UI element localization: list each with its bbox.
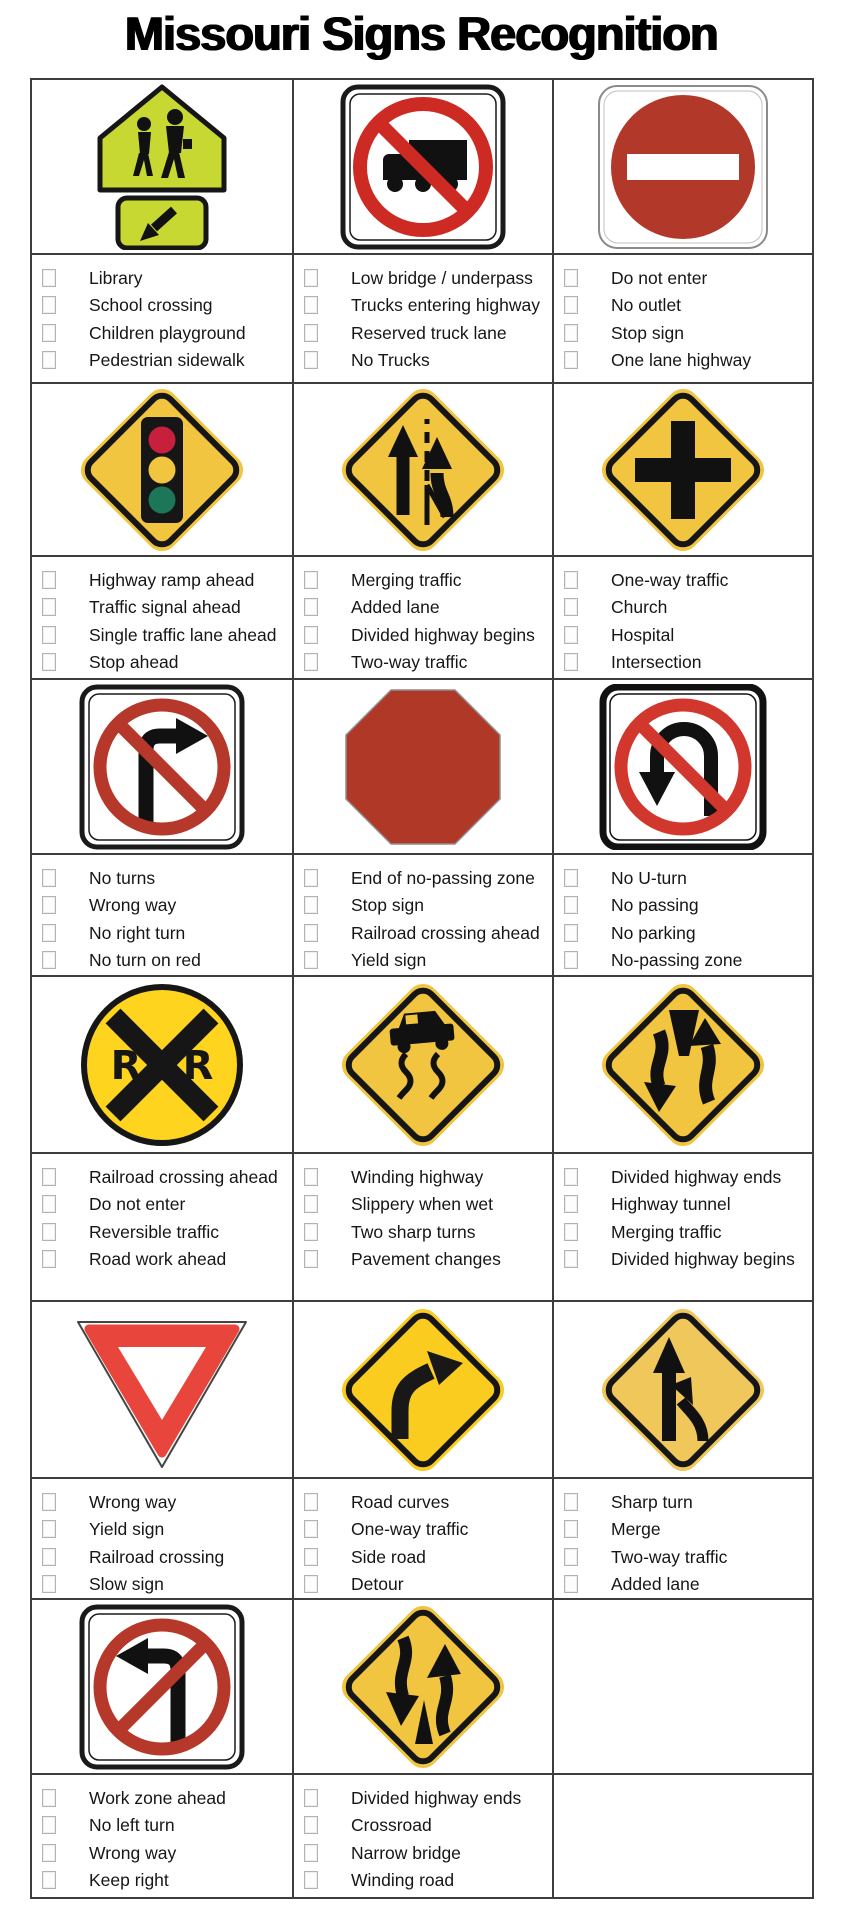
option-label: Crossroad bbox=[351, 1815, 432, 1836]
option-row bbox=[554, 892, 812, 920]
option-row bbox=[554, 1488, 812, 1516]
curve-right-sign bbox=[303, 1307, 543, 1473]
option-checkbox[interactable] bbox=[304, 296, 318, 314]
options-cell-r5c1 bbox=[32, 1479, 294, 1600]
option-row bbox=[32, 1784, 292, 1812]
sign-cell-r3c1 bbox=[32, 680, 294, 855]
option-checkbox[interactable] bbox=[304, 1520, 318, 1538]
option-label: One-way traffic bbox=[351, 1519, 469, 1540]
option-label: No passing bbox=[611, 895, 699, 916]
option-row bbox=[554, 1191, 812, 1219]
options-cell-r1c3 bbox=[554, 255, 812, 384]
options-cell-r3c2 bbox=[294, 855, 554, 977]
sign-cell-r2c1 bbox=[32, 384, 294, 557]
options-cell-r1c2 bbox=[294, 255, 554, 384]
no-left-turn-sign bbox=[42, 1604, 282, 1770]
options-cell-r4c2 bbox=[294, 1154, 554, 1302]
option-row bbox=[32, 1163, 292, 1191]
no-right-turn-sign bbox=[42, 684, 282, 850]
option-row bbox=[294, 1488, 552, 1516]
option-row bbox=[294, 347, 552, 375]
option-checkbox[interactable] bbox=[304, 598, 318, 616]
option-label: Merging traffic bbox=[351, 569, 462, 590]
option-row bbox=[294, 1543, 552, 1571]
option-row bbox=[32, 1191, 292, 1219]
option-row bbox=[294, 621, 552, 649]
sign-cell-r5c1 bbox=[32, 1302, 294, 1479]
option-checkbox[interactable] bbox=[42, 869, 56, 887]
option-row bbox=[32, 892, 292, 920]
sign-cell-r2c3 bbox=[554, 384, 812, 557]
option-checkbox[interactable] bbox=[304, 869, 318, 887]
divided-highway-sign bbox=[563, 982, 803, 1148]
option-checkbox[interactable] bbox=[42, 1493, 56, 1511]
option-row bbox=[554, 264, 812, 292]
option-row bbox=[32, 1867, 292, 1895]
sign-cell-r5c3 bbox=[554, 1302, 812, 1479]
option-row bbox=[554, 1571, 812, 1599]
option-label: Church bbox=[611, 597, 668, 618]
option-label: Highway tunnel bbox=[611, 1194, 731, 1215]
option-label: Railroad crossing bbox=[89, 1546, 225, 1567]
added-lane-sign bbox=[303, 387, 543, 553]
option-row bbox=[32, 621, 292, 649]
no-trucks-sign bbox=[303, 84, 543, 250]
option-label: Side road bbox=[351, 1546, 426, 1567]
svg-text:R: R bbox=[110, 1042, 142, 1089]
option-row bbox=[32, 1246, 292, 1274]
option-label: End of no-passing zone bbox=[351, 867, 535, 888]
option-checkbox[interactable] bbox=[42, 924, 56, 942]
option-label: School crossing bbox=[89, 295, 213, 316]
option-checkbox[interactable] bbox=[304, 626, 318, 644]
option-checkbox[interactable] bbox=[564, 1520, 578, 1538]
option-row bbox=[32, 292, 292, 320]
option-label: One-way traffic bbox=[611, 569, 729, 590]
school-crossing-sign bbox=[42, 84, 282, 250]
option-checkbox[interactable] bbox=[304, 571, 318, 589]
options-cell-r2c2 bbox=[294, 557, 554, 680]
option-label: Wrong way bbox=[89, 1491, 177, 1512]
option-row bbox=[32, 1488, 292, 1516]
option-label: Divided highway begins bbox=[611, 1249, 795, 1270]
option-label: Traffic signal ahead bbox=[89, 597, 241, 618]
option-label: No turn on red bbox=[89, 950, 201, 971]
sign-cell-r1c1 bbox=[32, 80, 294, 255]
page-title: Missouri Signs Recognition bbox=[124, 7, 718, 60]
option-checkbox[interactable] bbox=[304, 1575, 318, 1593]
option-checkbox[interactable] bbox=[42, 653, 56, 671]
option-label: Winding highway bbox=[351, 1166, 484, 1187]
option-checkbox[interactable] bbox=[564, 598, 578, 616]
option-label: Library bbox=[89, 267, 143, 288]
option-checkbox[interactable] bbox=[42, 1548, 56, 1566]
option-label: Wrong way bbox=[89, 1842, 177, 1863]
option-row bbox=[294, 947, 552, 975]
option-checkbox[interactable] bbox=[564, 924, 578, 942]
option-row bbox=[554, 292, 812, 320]
option-row bbox=[294, 319, 552, 347]
quiz-table bbox=[30, 78, 814, 1899]
option-label: Road curves bbox=[351, 1491, 450, 1512]
option-label: No parking bbox=[611, 922, 696, 943]
sign-cell-r4c1 bbox=[32, 977, 294, 1154]
option-row bbox=[294, 919, 552, 947]
option-row bbox=[554, 919, 812, 947]
option-label: Two sharp turns bbox=[351, 1221, 476, 1242]
option-label: Detour bbox=[351, 1574, 404, 1595]
option-checkbox[interactable] bbox=[42, 1575, 56, 1593]
options-cell-r5c2 bbox=[294, 1479, 554, 1600]
option-label: Divided highway ends bbox=[611, 1166, 782, 1187]
option-row bbox=[294, 1867, 552, 1895]
option-row bbox=[32, 864, 292, 892]
option-checkbox[interactable] bbox=[304, 1223, 318, 1241]
option-label: Merge bbox=[611, 1519, 661, 1540]
option-label: Pavement changes bbox=[351, 1249, 501, 1270]
do-not-enter-sign bbox=[563, 84, 803, 250]
divided-highway-ends-sign bbox=[303, 1604, 543, 1770]
slippery-when-wet-sign bbox=[303, 982, 543, 1148]
option-label: Stop ahead bbox=[89, 652, 179, 673]
option-checkbox[interactable] bbox=[42, 1844, 56, 1862]
railroad-crossing-sign bbox=[42, 982, 282, 1148]
option-label: Added lane bbox=[611, 1574, 700, 1595]
option-checkbox[interactable] bbox=[564, 951, 578, 969]
option-checkbox[interactable] bbox=[42, 598, 56, 616]
option-checkbox[interactable] bbox=[564, 896, 578, 914]
options-cell-r6c1 bbox=[32, 1775, 294, 1897]
sign-cell-r5c2 bbox=[294, 1302, 554, 1479]
option-row bbox=[32, 649, 292, 677]
options-cell-r4c3 bbox=[554, 1154, 812, 1302]
sign-cell-r3c3 bbox=[554, 680, 812, 855]
option-checkbox[interactable] bbox=[42, 1789, 56, 1807]
option-row bbox=[554, 864, 812, 892]
option-row bbox=[294, 1839, 552, 1867]
option-checkbox[interactable] bbox=[564, 351, 578, 369]
option-label: Divided highway begins bbox=[351, 624, 535, 645]
option-checkbox[interactable] bbox=[304, 951, 318, 969]
option-checkbox[interactable] bbox=[42, 571, 56, 589]
options-cell-r6c2 bbox=[294, 1775, 554, 1897]
options-cell-r1c1 bbox=[32, 255, 294, 384]
option-checkbox[interactable] bbox=[564, 653, 578, 671]
option-label: Reserved truck lane bbox=[351, 322, 507, 343]
option-label: No right turn bbox=[89, 922, 186, 943]
traffic-signal-ahead-sign bbox=[42, 387, 282, 553]
option-row bbox=[294, 1571, 552, 1599]
option-checkbox[interactable] bbox=[42, 1871, 56, 1889]
option-label: Winding road bbox=[351, 1870, 455, 1891]
sign-cell-r6c2 bbox=[294, 1600, 554, 1775]
options-cell-r5c3 bbox=[554, 1479, 812, 1600]
sign-cell-r6c1 bbox=[32, 1600, 294, 1775]
option-row bbox=[554, 319, 812, 347]
sign-cell-r6c3 bbox=[554, 1600, 812, 1775]
option-label: Sharp turn bbox=[611, 1491, 693, 1512]
option-checkbox[interactable] bbox=[564, 626, 578, 644]
option-checkbox[interactable] bbox=[304, 924, 318, 942]
option-label: Divided highway ends bbox=[351, 1787, 522, 1808]
option-checkbox[interactable] bbox=[304, 1816, 318, 1834]
option-row bbox=[554, 1516, 812, 1544]
option-checkbox[interactable] bbox=[564, 324, 578, 342]
option-row bbox=[554, 649, 812, 677]
options-cell-r6c3 bbox=[554, 1775, 812, 1897]
option-label: No U-turn bbox=[611, 867, 687, 888]
option-label: Railroad crossing ahead bbox=[89, 1166, 278, 1187]
sign-cell-r1c3 bbox=[554, 80, 812, 255]
option-checkbox[interactable] bbox=[42, 1250, 56, 1268]
option-checkbox[interactable] bbox=[564, 869, 578, 887]
option-row bbox=[32, 947, 292, 975]
option-row bbox=[554, 566, 812, 594]
option-label: Hospital bbox=[611, 624, 675, 645]
option-checkbox[interactable] bbox=[304, 1168, 318, 1186]
option-checkbox[interactable] bbox=[42, 1223, 56, 1241]
option-label: One lane highway bbox=[611, 350, 752, 371]
option-checkbox[interactable] bbox=[564, 1168, 578, 1186]
option-checkbox[interactable] bbox=[304, 1871, 318, 1889]
options-cell-r2c3 bbox=[554, 557, 812, 680]
option-checkbox[interactable] bbox=[304, 1844, 318, 1862]
option-row bbox=[32, 1516, 292, 1544]
option-checkbox[interactable] bbox=[42, 296, 56, 314]
option-row bbox=[32, 319, 292, 347]
option-row bbox=[294, 264, 552, 292]
option-label: Pedestrian sidewalk bbox=[89, 350, 245, 371]
option-row bbox=[554, 1246, 812, 1274]
option-label: Slow sign bbox=[89, 1574, 164, 1595]
option-checkbox[interactable] bbox=[42, 351, 56, 369]
option-label: No-passing zone bbox=[611, 950, 743, 971]
option-row bbox=[554, 621, 812, 649]
option-label: Stop sign bbox=[611, 322, 684, 343]
sign-cell-r3c2 bbox=[294, 680, 554, 855]
option-label: Stop sign bbox=[351, 895, 424, 916]
sign-cell-r2c2 bbox=[294, 384, 554, 557]
option-checkbox[interactable] bbox=[564, 269, 578, 287]
option-checkbox[interactable] bbox=[42, 896, 56, 914]
option-row bbox=[294, 1516, 552, 1544]
option-checkbox[interactable] bbox=[304, 1250, 318, 1268]
option-row bbox=[294, 1218, 552, 1246]
option-row bbox=[554, 1163, 812, 1191]
option-row bbox=[554, 347, 812, 375]
option-checkbox[interactable] bbox=[304, 351, 318, 369]
option-row bbox=[294, 1191, 552, 1219]
option-label: Railroad crossing ahead bbox=[351, 922, 540, 943]
option-row bbox=[32, 1812, 292, 1840]
option-row bbox=[32, 919, 292, 947]
options-cell-r3c3 bbox=[554, 855, 812, 977]
option-checkbox[interactable] bbox=[42, 1195, 56, 1213]
option-checkbox[interactable] bbox=[304, 1493, 318, 1511]
option-label: Keep right bbox=[89, 1870, 169, 1891]
option-row bbox=[32, 1839, 292, 1867]
option-row bbox=[294, 292, 552, 320]
option-checkbox[interactable] bbox=[42, 324, 56, 342]
option-checkbox[interactable] bbox=[564, 1575, 578, 1593]
option-label: Work zone ahead bbox=[89, 1787, 226, 1808]
option-label: No outlet bbox=[611, 295, 682, 316]
option-row bbox=[554, 947, 812, 975]
option-checkbox[interactable] bbox=[564, 1493, 578, 1511]
option-checkbox[interactable] bbox=[304, 653, 318, 671]
option-row bbox=[294, 594, 552, 622]
option-checkbox[interactable] bbox=[42, 269, 56, 287]
option-label: Low bridge / underpass bbox=[351, 267, 533, 288]
stop-sign bbox=[303, 684, 543, 850]
option-checkbox[interactable] bbox=[564, 1223, 578, 1241]
option-row bbox=[32, 594, 292, 622]
option-label: Highway ramp ahead bbox=[89, 569, 255, 590]
option-label: No left turn bbox=[89, 1815, 175, 1836]
svg-text:R: R bbox=[182, 1042, 214, 1089]
option-row bbox=[32, 1571, 292, 1599]
option-label: Trucks entering highway bbox=[351, 295, 541, 316]
sign-cell-r1c2 bbox=[294, 80, 554, 255]
option-row bbox=[294, 864, 552, 892]
option-row bbox=[32, 1543, 292, 1571]
option-row bbox=[554, 594, 812, 622]
option-label: Do not enter bbox=[89, 1194, 186, 1215]
option-checkbox[interactable] bbox=[42, 951, 56, 969]
option-label: Narrow bridge bbox=[351, 1842, 461, 1863]
option-label: Wrong way bbox=[89, 895, 177, 916]
option-row bbox=[294, 1812, 552, 1840]
option-checkbox[interactable] bbox=[304, 896, 318, 914]
option-label: Do not enter bbox=[611, 267, 708, 288]
yield-sign bbox=[42, 1307, 282, 1473]
options-cell-r4c1 bbox=[32, 1154, 294, 1302]
intersection-sign bbox=[563, 387, 803, 553]
option-row bbox=[32, 347, 292, 375]
option-label: No Trucks bbox=[351, 350, 430, 371]
option-checkbox[interactable] bbox=[564, 1195, 578, 1213]
option-checkbox[interactable] bbox=[42, 626, 56, 644]
option-row bbox=[294, 1163, 552, 1191]
option-label: Intersection bbox=[611, 652, 702, 673]
option-label: Single traffic lane ahead bbox=[89, 624, 277, 645]
option-row bbox=[294, 649, 552, 677]
option-label: Slippery when wet bbox=[351, 1194, 494, 1215]
option-checkbox[interactable] bbox=[304, 1195, 318, 1213]
option-row bbox=[32, 264, 292, 292]
option-checkbox[interactable] bbox=[564, 1250, 578, 1268]
option-checkbox[interactable] bbox=[564, 571, 578, 589]
option-checkbox[interactable] bbox=[42, 1168, 56, 1186]
option-checkbox[interactable] bbox=[304, 269, 318, 287]
option-checkbox[interactable] bbox=[564, 1548, 578, 1566]
option-label: Reversible traffic bbox=[89, 1221, 220, 1242]
option-checkbox[interactable] bbox=[304, 324, 318, 342]
option-row bbox=[32, 1218, 292, 1246]
merge-sign bbox=[563, 1307, 803, 1473]
option-row bbox=[294, 566, 552, 594]
option-label: Added lane bbox=[351, 597, 440, 618]
option-checkbox[interactable] bbox=[42, 1520, 56, 1538]
option-row bbox=[554, 1543, 812, 1571]
option-checkbox[interactable] bbox=[304, 1789, 318, 1807]
sign-cell-r4c2 bbox=[294, 977, 554, 1154]
no-u-turn-sign bbox=[563, 684, 803, 850]
options-cell-r2c1 bbox=[32, 557, 294, 680]
option-row bbox=[294, 892, 552, 920]
option-row bbox=[294, 1784, 552, 1812]
option-label: Children playground bbox=[89, 322, 246, 343]
options-cell-r3c1 bbox=[32, 855, 294, 977]
option-label: No turns bbox=[89, 867, 156, 888]
option-checkbox[interactable] bbox=[42, 1816, 56, 1834]
option-label: Yield sign bbox=[89, 1519, 165, 1540]
option-label: Road work ahead bbox=[89, 1249, 227, 1270]
option-row bbox=[32, 566, 292, 594]
option-checkbox[interactable] bbox=[304, 1548, 318, 1566]
option-label: Yield sign bbox=[351, 950, 427, 971]
option-row bbox=[554, 1218, 812, 1246]
option-checkbox[interactable] bbox=[564, 296, 578, 314]
sign-cell-r4c3 bbox=[554, 977, 812, 1154]
option-label: Merging traffic bbox=[611, 1221, 722, 1242]
option-label: Two-way traffic bbox=[351, 652, 468, 673]
option-row bbox=[294, 1246, 552, 1274]
option-label: Two-way traffic bbox=[611, 1546, 728, 1567]
